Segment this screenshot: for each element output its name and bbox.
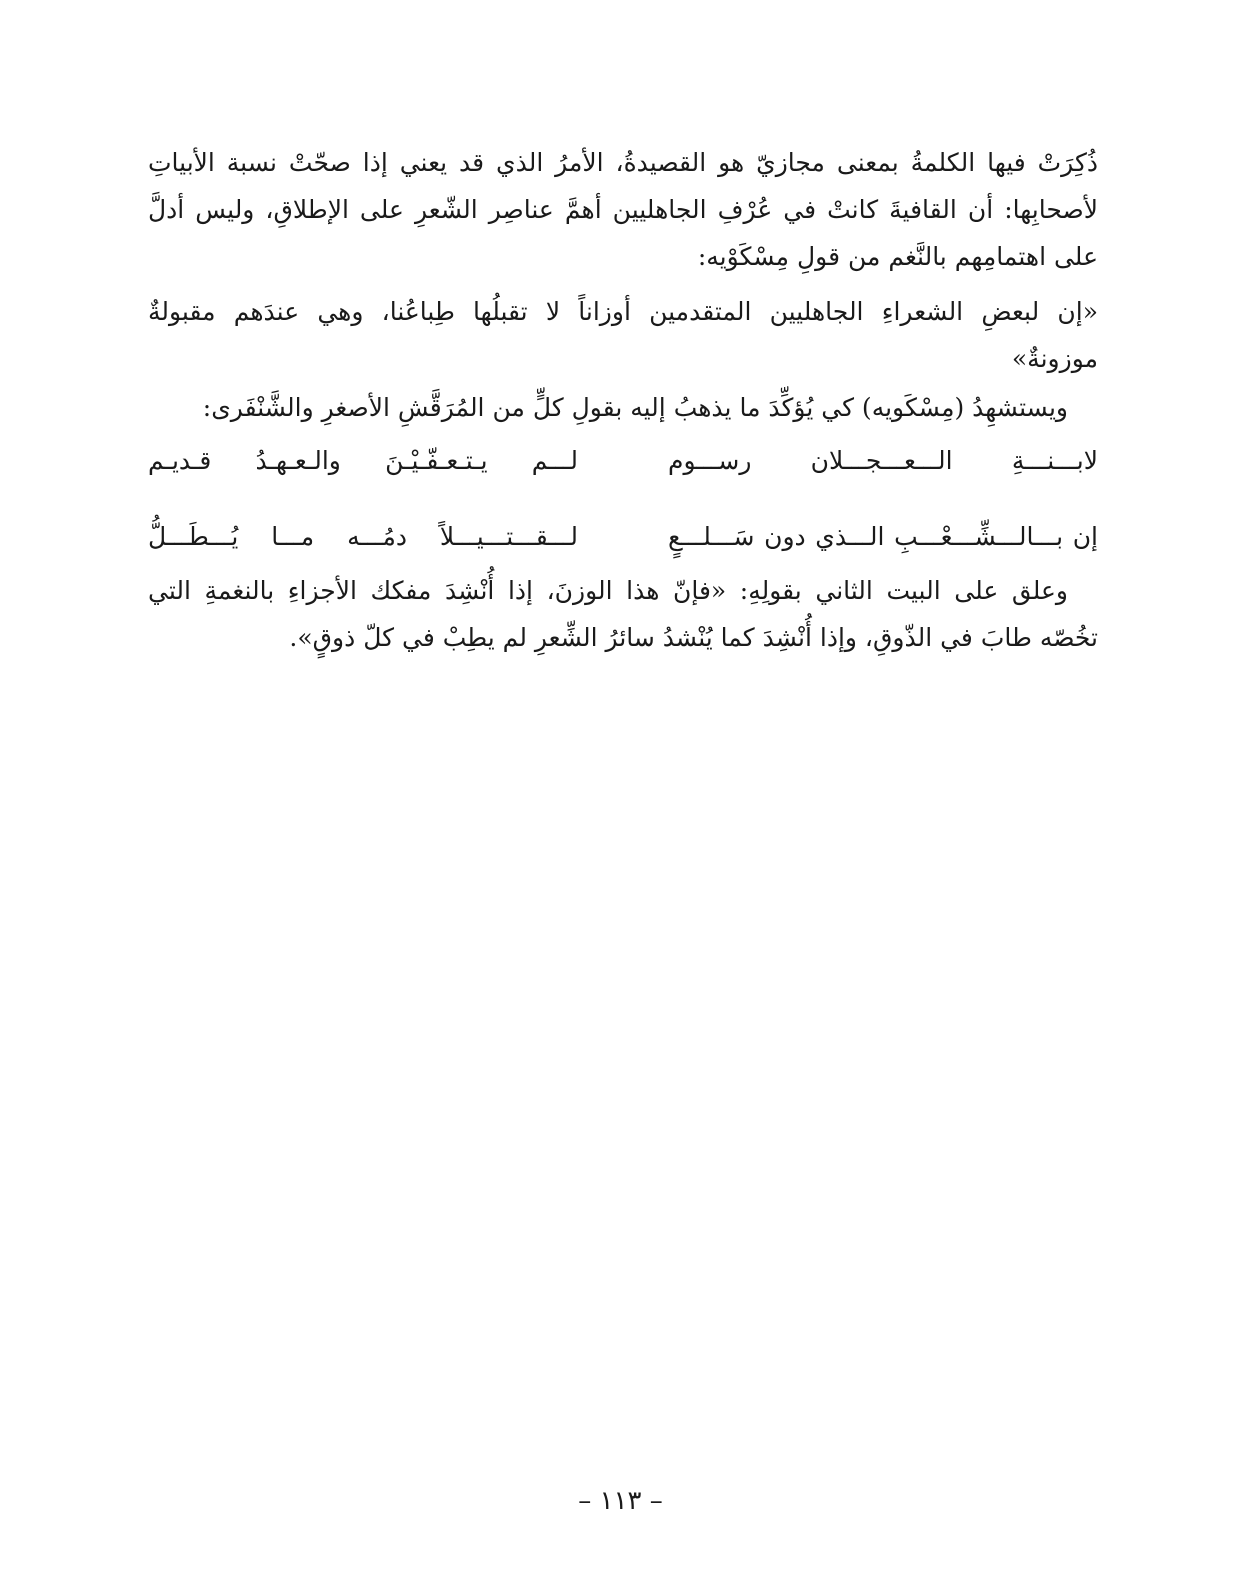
poem-verse <box>148 437 1098 484</box>
paragraph-3-line: وعلق على البيت الثاني بقولِهِ: «فإنّ هذا الوزنَ، إذا أُنْشِدَ مفكك الأجزاءِ بالنغمةِ التي <box>148 576 1068 605</box>
block-quote <box>148 288 1098 382</box>
page-number: – ١١٣ – <box>578 1486 663 1516</box>
quote-line: موزونةٌ» <box>1011 344 1098 373</box>
paragraph-1-line: لأصحابِها: أن القافيةَ كانتْ في عُرْفِ الجاهليين أهمَّ عناصِر الشّعرِ على الإطلاقِ، وليس أدلَّ <box>148 195 1098 224</box>
paragraph-1 <box>148 139 1098 280</box>
verse-first-hemistich: لابـــنـــةِ الـــعـــجـــلان رســـوم <box>668 446 1098 475</box>
verse-first-hemistich: إن بـــالـــشِّـــعْـــبِ الـــذي دون سَـــلـــعٍ <box>668 522 1098 551</box>
paragraph-1-line: على اهتمامِهم بالنَّغم من قولِ مِسْكَوْيه: <box>697 242 1098 271</box>
paragraph-3 <box>148 567 1098 661</box>
poem-verse <box>148 513 1098 560</box>
verse-second-hemistich: لـــم يـتـعـفّـيْـنَ والـعـهـدُ قـديـم <box>148 446 578 475</box>
verse-introduction: ويستشهِدُ (مِسْكَويه) كي يُؤكِّدَ ما يذهبُ إليه بقولِ كلٍّ من المُرَقَّشِ الأصغرِ والشَّنْفَرى: <box>202 393 1068 422</box>
quote-line: «إن لبعضِ الشعراءِ الجاهليين المتقدمين أوزاناً لا تقبلُها طِباعُنا، وهي عندَهم مقبولةٌ <box>148 297 1098 326</box>
paragraph-1-line: ذُكِرَتْ فيها الكلمةُ بمعنى مجازيّ هو القصيدةُ، الأمرُ الذي قد يعني إذا صحّتْ نسبة الأبياتِ <box>148 148 1098 177</box>
paragraph-3-line: تخُصّه طابَ في الذّوقِ، وإذا أُنْشِدَ كما يُنْشدُ سائرُ الشِّعرِ لم يطِبْ في كلّ ذوقٍ». <box>289 623 1098 652</box>
verse-second-hemistich: لـــقـــتـــيـــلاً دمُـــه مـــا يُـــطَـــلُّ <box>148 522 578 551</box>
